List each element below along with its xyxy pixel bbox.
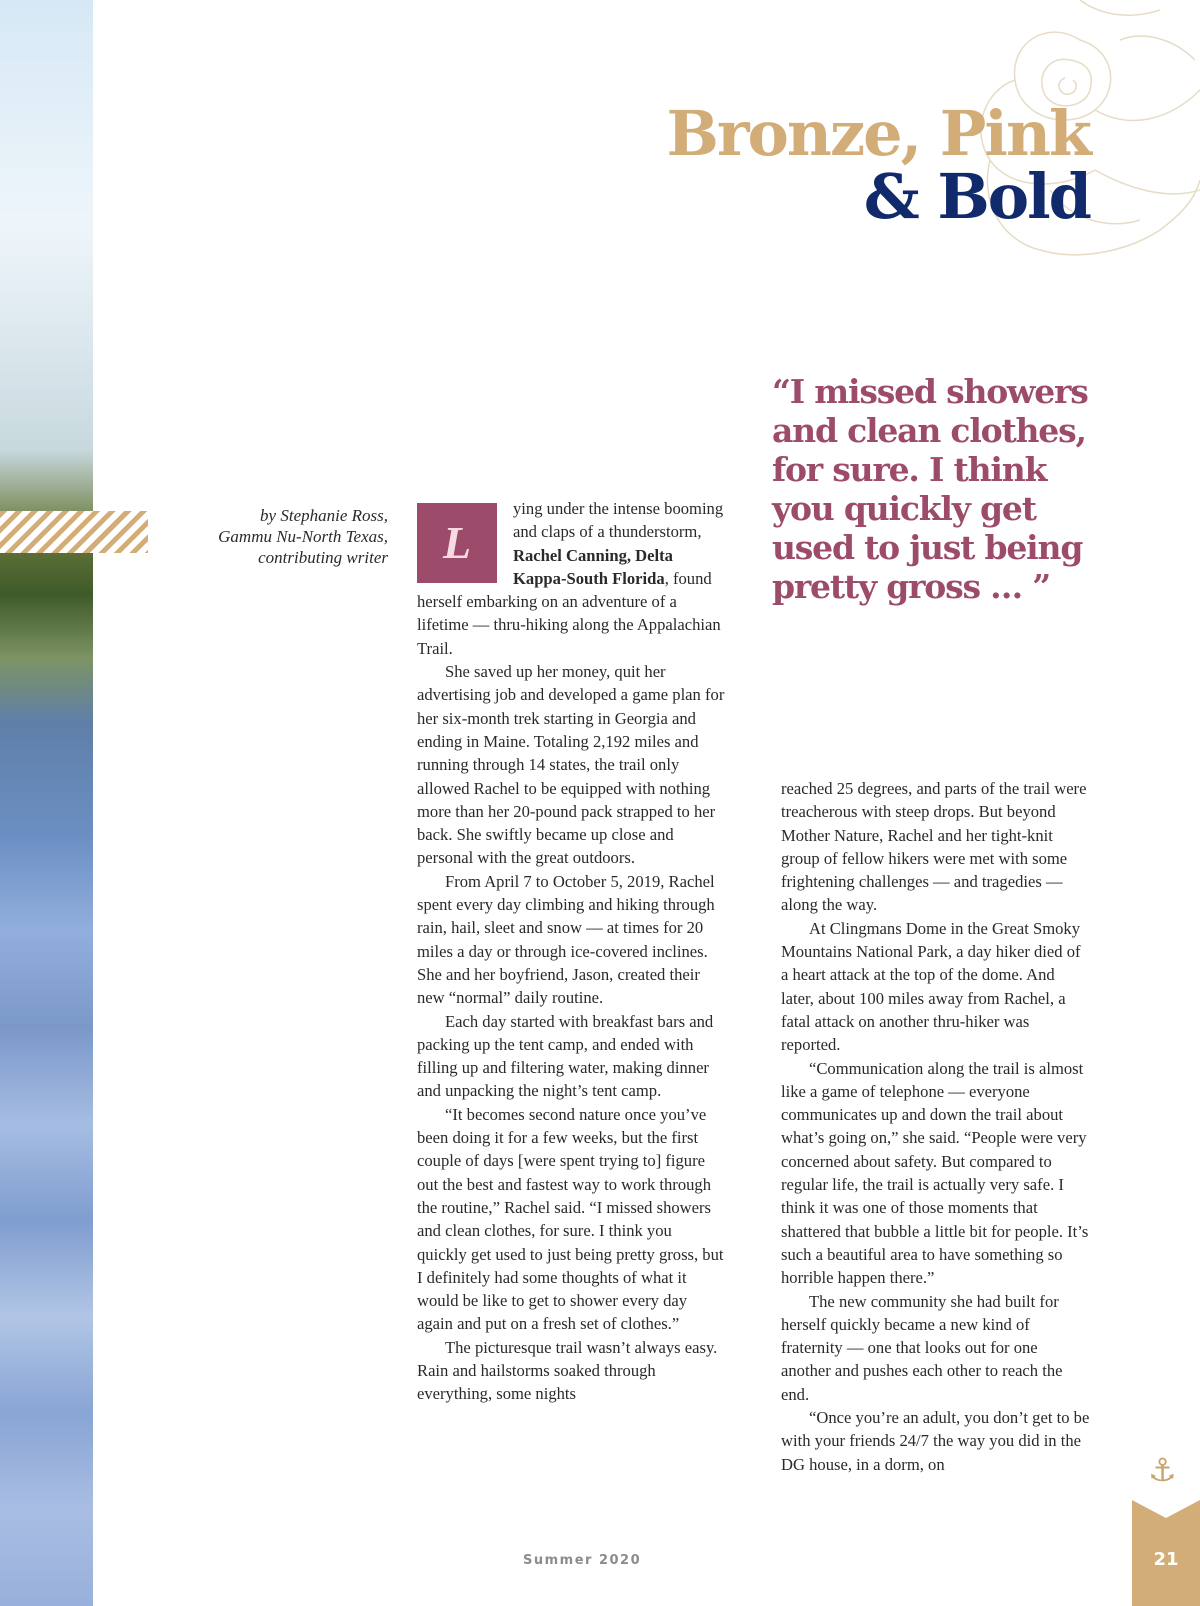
paragraph: “Communication along the trail is almost like a game of telephone — everyone communicates up and down the trail about what’s going on,” she said. “People were very concerned about safety. But compared to regular life, the trail is actually very safe. I think it was one of those moments that shattered that bubble a little bit for people. It’s such a beautiful area to have something so horrible happen there.”	[781, 1058, 1089, 1288]
title-line-1: Bronze, Pink	[666, 97, 1090, 170]
paragraph: “Once you’re an adult, you don’t get to be with your friends 24/7 the way you did in the DG house, in a dorm, on	[781, 1408, 1090, 1474]
issue-footer: Summer 2020	[523, 1553, 642, 1568]
byline-role: contributing writer	[258, 548, 388, 567]
byline-author: by Stephanie Ross,	[260, 506, 388, 525]
paragraph: From April 7 to October 5, 2019, Rachel spent every day climbing and hiking through rain, hail, sleet and snow — at times for 20 miles a day or through ice-covered inclines. She and her boyfriend, Jason, created their new “normal” daily routine.	[417, 871, 715, 1008]
byline-chapter: Gammu Nu-North Texas,	[218, 527, 388, 546]
article-title	[666, 97, 1090, 233]
pull-quote: “I missed showers and clean clothes, for sure. I think you quickly get used to just being pretty gross … ”	[772, 372, 1088, 606]
paragraph: reached 25 degrees, and parts of the trail were treacherous with steep drops. But beyond Mother Nature, Rachel and her tight-knit group of fellow hikers were met with some frightening challenges — and tragedies — along the way.	[781, 779, 1087, 915]
paragraph: Each day started with breakfast bars and packing up the tent camp, and ended with filling up and filtering water, making dinner and unpacking the night’s tent camp.	[417, 1011, 714, 1101]
byline	[150, 505, 388, 568]
paragraph: The picturesque trail wasn’t always easy. Rain and hailstorms soaked through everything, some nights	[417, 1337, 718, 1404]
paragraph-text: ying under the intense booming and claps of a thunderstorm,	[513, 499, 724, 542]
paragraph: “It becomes second nature once you’ve been doing it for a few weeks, but the first couple of days [were spent trying to] figure out the best and fastest way to work through the routine,” Rachel said. “I missed showers and clean clothes, for sure. I think you quickly get used to just being pretty gross, but I definitely had some thoughts of what it would be like to get to shower every day again and put on a fresh set of clothes.”	[417, 1104, 724, 1334]
article-column-1	[417, 497, 725, 1406]
featured-member-name: Rachel Canning, Delta Kappa-South Florida	[513, 545, 673, 588]
drop-cap: L	[417, 503, 497, 583]
paragraph: The new community she had built for herself quickly became a new kind of fraternity — one that looks out for one another and pushes each other to reach the end.	[781, 1291, 1063, 1404]
paragraph-text: , found herself embarking on an adventure of a lifetime — thru-hiking along the Appalachian Trail.	[417, 568, 721, 658]
page-number: 21	[1153, 1549, 1179, 1570]
lake-photo-strip	[0, 0, 93, 1606]
paragraph: At Clingmans Dome in the Great Smoky Mountains National Park, a day hiker died of a heart attack at the top of the dome. And later, about 100 miles away from Rachel, a fatal attack on another thru-hiker was reported.	[781, 918, 1081, 1055]
article-column-2	[781, 777, 1091, 1476]
anchor-icon: ⚓	[1148, 1451, 1177, 1489]
paragraph: She saved up her money, quit her advertising job and developed a game plan for her six-month trek starting in Georgia and ending in Maine. Totaling 2,192 miles and running through 14 states, the trail only allowed Rachel to be equipped with nothing more than her 20-pound pack strapped to her back. She swiftly became up close and personal with the great outdoors.	[417, 662, 725, 868]
decorative-stripes	[0, 511, 148, 553]
title-line-2: & Bold	[863, 160, 1090, 233]
